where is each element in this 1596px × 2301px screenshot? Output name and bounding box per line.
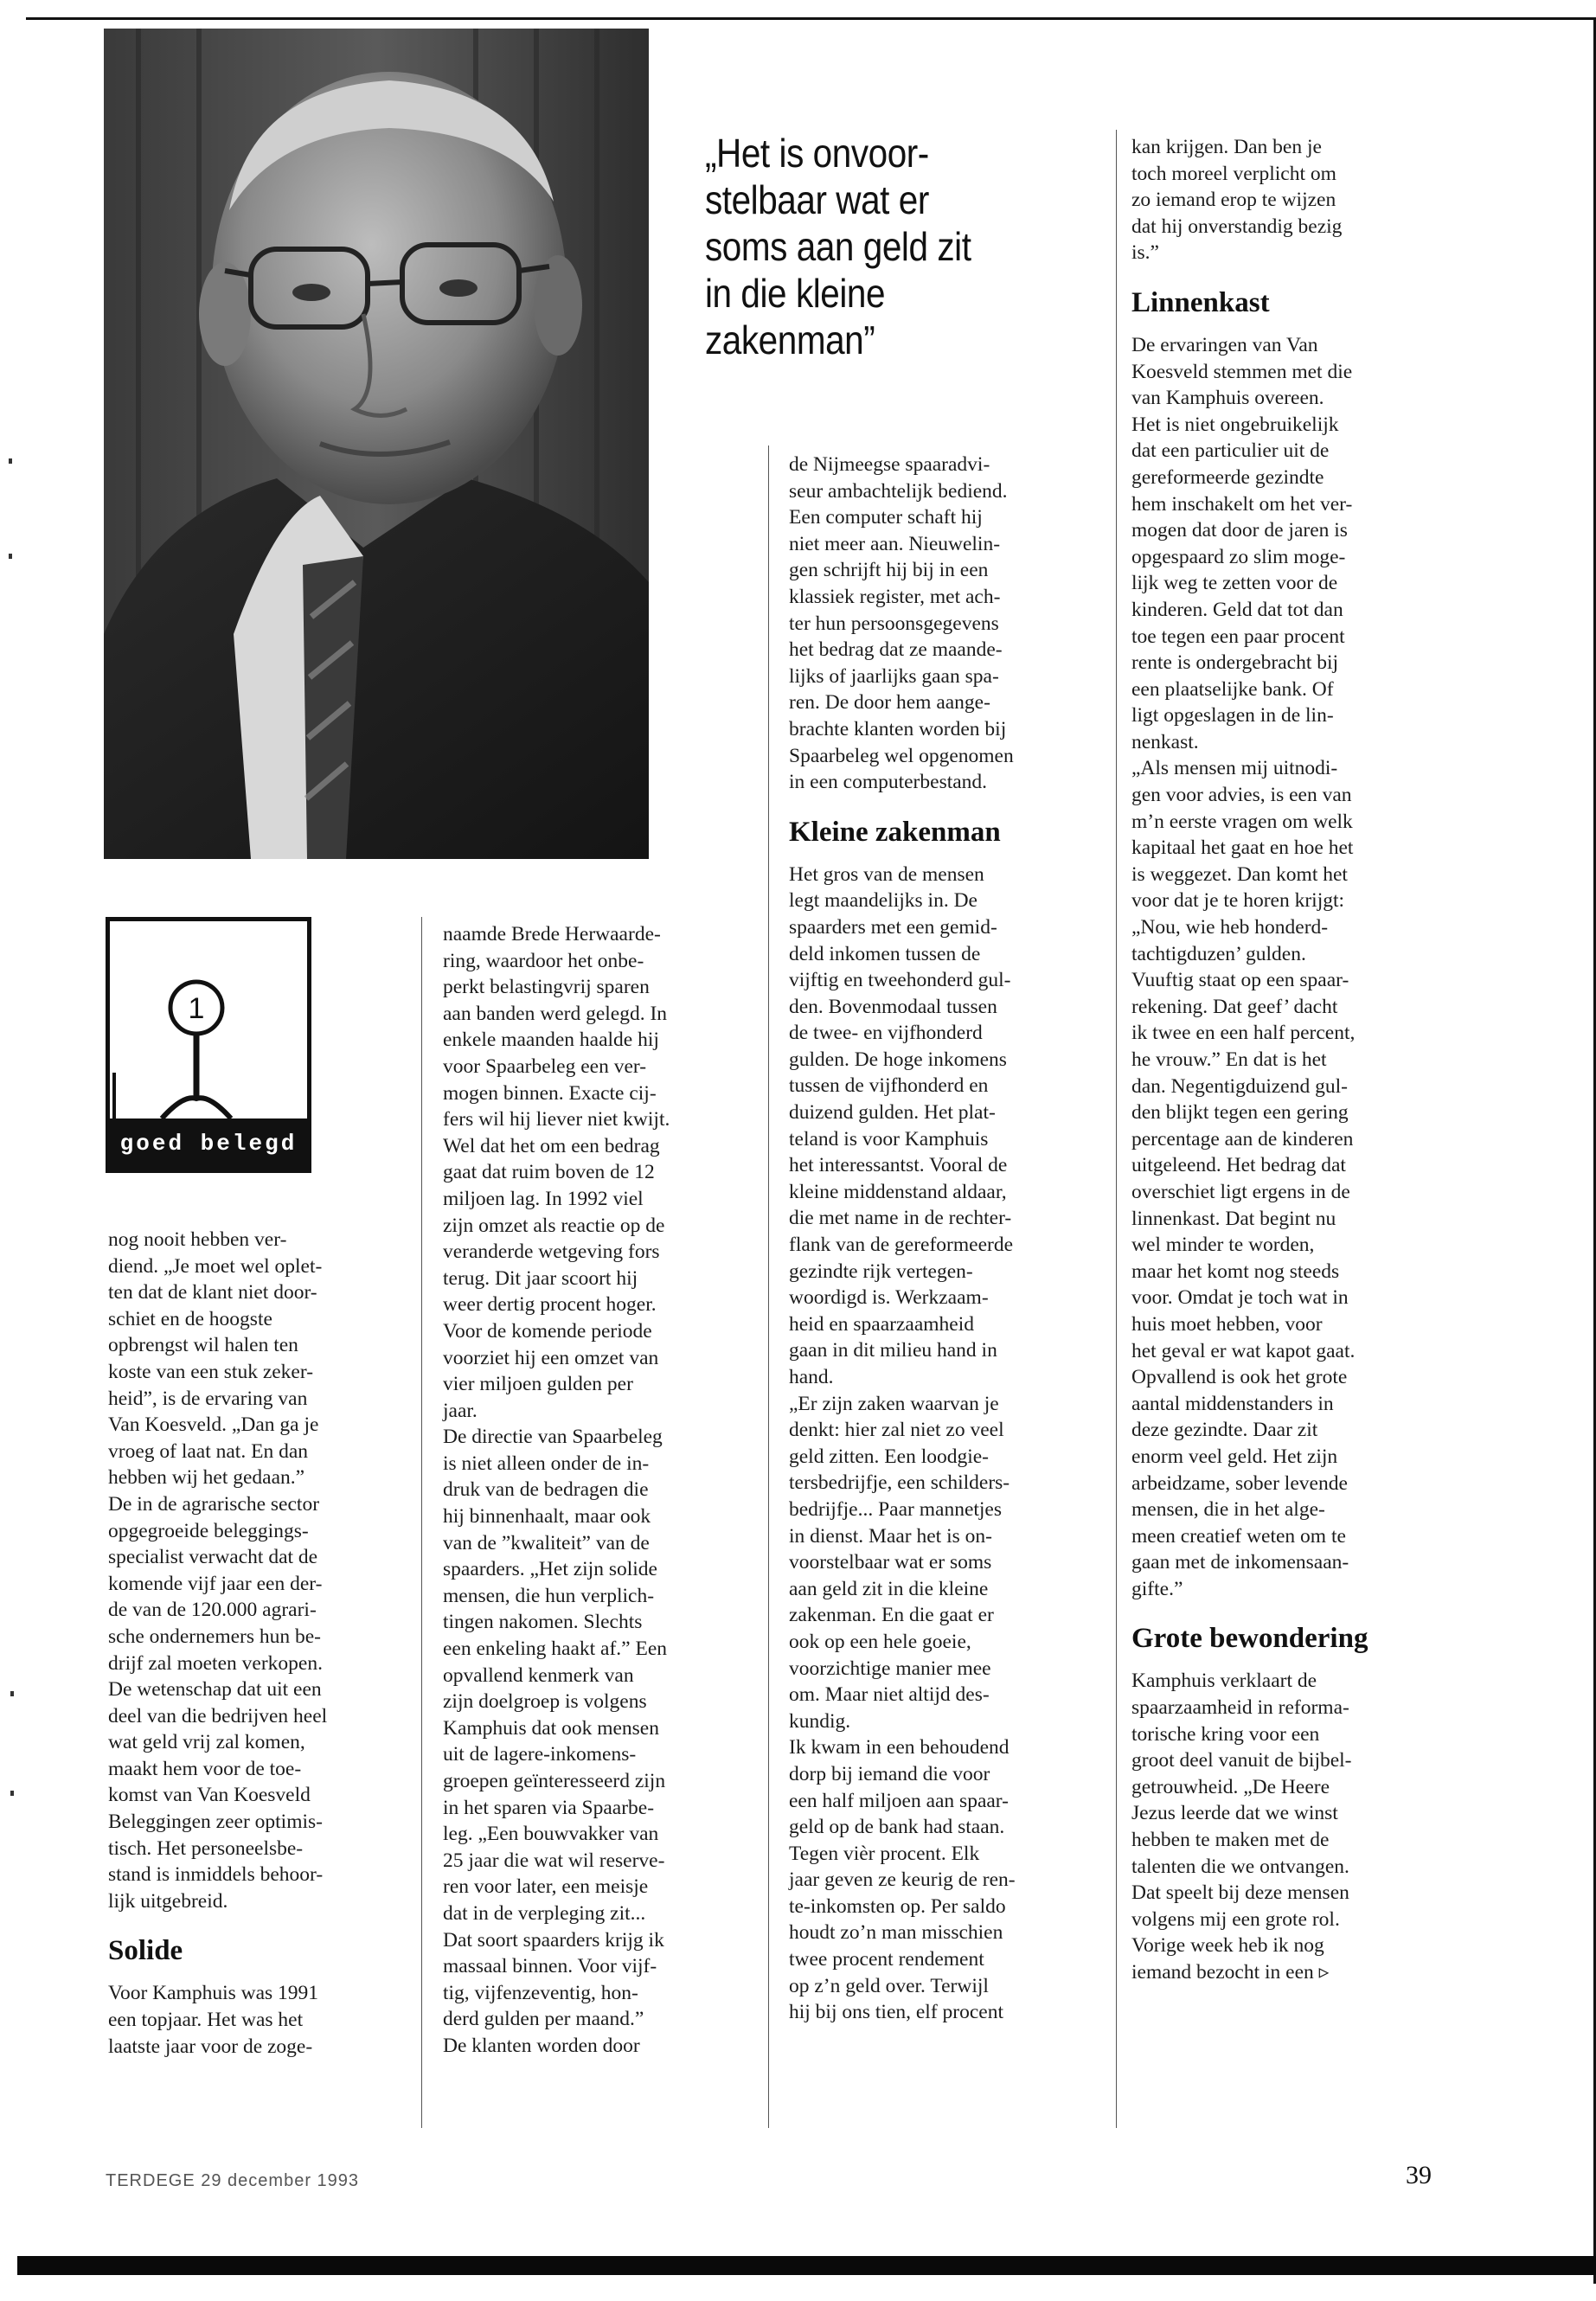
column-1-paragraph: nog nooit hebben ver- diend. „Je moet wel oplet- ten dat de klant niet door- schiet en de hoogste opbrengst wil halen ten koste van een stuk zeker- heid”, is de ervaring van Van Koesveld. „Dan ga je vroeg of laat nat. En dan hebben wij het gedaan.” De in de agrarische sector opgegroeide beleggings- specialist verwacht dat de komende vijf jaar een der- de van de 120.000 agrari- sche ondernemers hun be- drijf zal moeten verkopen. De wetenschap dat uit een deel van die bedrijven heel wat geld vrij zal komen, maakt hem voor de toe- komst van Van Koesveld Beleggingen zeer optimis- tisch. Het personeelsbe- stand is inmiddels behoor- lijk uitgebreid. [108,1228,328,1913]
pull-quote [705,130,1040,363]
column-rule-3 [1116,130,1117,2128]
margin-speck [10,1791,14,1796]
margin-speck [10,1691,14,1696]
column-2-paragraph: naamde Brede Herwaarde- ring, waardoor het onbe- perkt belastingvrij sparen aan banden werd gelegd. In enkele maanden haalde hij voor Spaarbeleg een ver- mogen binnen. Exacte cij- fers wil hij liever niet kwijt. Wel dat het om een bedrag gaat dat ruim boven de 12 miljoen lag. In 1992 viel zijn omzet als reactie op de veranderde wetgeving fors terug. Dit jaar scoort hij weer dertig procent hoger. Voor de komende periode voorziet hij een omzet van vier miljoen gulden per jaar. De directie van Spaarbeleg is niet alleen onder de in- druk van de bedragen die hij binnenhaalt, maar ook van de ”kwaliteit” van de spaarders. „Het zijn solide mensen, die hun verplich- tingen nakomen. Slechts een enkeling haakt af.” Een opvallend kenmerk van zijn doelgroep is volgens Kamphuis dat ook mensen uit de lagere-inkomens- groepen geïnteresseerd zijn in het sparen via Spaarbe- leg. „Een bouwvakker van 25 jaar die wat wil reserve- ren voor later, een meisje dat in de verpleging zit... Dat soort spaarders krijg ik massaal binnen. Voor vijf- tig, vijfenzeventig, hon- derd gulden per maand.” De klanten worden door [443,923,670,2057]
portrait-photo [104,29,649,859]
publication-footer: TERDEGE 29 december 1993 [106,2171,360,2190]
column-4 [1131,134,1452,1986]
column-2 [443,921,759,2060]
column-3-paragraph-2: Het gros van de mensen legt maandelijks in. De spaarders met een gemid- deld inkomen tussen de vijftig en tweehonderd gul- den. Bovenmodaal tussen de twee- en vijfhonderd gulden. De hoge inkomens tussen de vijfhonderd en duizend gulden. Het plat- teland is voor Kamphuis het interessantst. Vooral de kleine middenstand aldaar, die met name in de rechter- flank van de gereformeerde gezindte rijk vertegen- woordigd is. Werkzaam- heid en spaarzaamheid gaan in dit milieu hand in hand. „Er zijn zaken waarvan je denkt: hier zal niet zo veel geld zitten. Een loodgie- tersbedrijfje, een schilders- bedrijfje... Paar mannetjes in dienst. Maar het is on- voorstelbaar wat er soms aan geld zit in die kleine zakenman. En die gaat er ook op een hele goeie, voorzichtige manier mee om. Maar niet altijd des- kundig. Ik kwam in een behoudend dorp bij iemand die voor een half miljoen aan spaar- geld op de bank had staan. Tegen vièr procent. Elk jaar geven ze keurig de ren- te-inkomsten op. Per saldo houdt zo’n man misschien twee procent rendement op z’n geld over. Terwijl hij bij ons tien, elf procent [789,862,1016,2024]
margin-speck [9,458,12,464]
column-3 [789,452,1109,2026]
logo-number: 1 [188,992,205,1025]
logo-label: goed belegd [110,1118,307,1169]
column-4-paragraph: kan krijgen. Dan ben je toch moreel verplicht om zo iemand erop te wijzen dat hij onverstandig bezig is.” [1131,136,1343,265]
pull-quote-text: „Het is onvoor- stelbaar wat er soms aan geld zit in die kleine zakenman” [705,131,971,362]
column-1 [108,1227,411,2060]
bottom-bar [17,2256,1596,2275]
margin-speck [9,554,12,559]
column-4-paragraph-3: Kamphuis verklaart de spaarzaamheid in reforma- torische kring voor een groot deel vanuit de bijbel- getrouwheid. „De Heere Jezus leerde dat we winst hebben te maken met de talenten die we ontvangen. Dat speelt bij deze mensen volgens mij een grote rol. Vorige week heb ik nog iemand bezocht in een ▹ [1131,1670,1352,1984]
page-number: 39 [1406,2161,1432,2189]
heading-solide: Solide [108,1935,183,1967]
column-3-paragraph: de Nijmeegse spaaradvi- seur ambachtelijk bediend. Een computer schaft hij niet meer aan. Nieuwelin- gen schrijft hij bij in een klassiek register, met ach- ter hun persoonsgegevens het bedrag dat ze maande- lijks of jaarlijks gaan spa- ren. De door hem aange- brachte klanten worden bij Spaarbeleg wel opgenomen in een computerbestand. [789,453,1014,794]
portrait-illustration [104,29,649,859]
heading-linnenkast: Linnenkast [1131,286,1270,318]
tree-icon [110,921,307,1120]
column-rule-1 [421,917,422,2128]
goed-belegd-logo [106,917,311,1173]
column-4-paragraph-2: De ervaringen van Van Koesveld stemmen met die van Kamphuis overeen. Het is niet ongebruikelijk dat een particulier uit de gereformeerde gezindte hem inschakelt om het ver- mogen dat door de jaren is opgespaard zo slim moge- lijk weg te zetten voor de kinderen. Geld dat tot dan toe tegen een paar procent rente is ondergebracht bij een plaatselijke bank. Of ligt opgeslagen in de lin- nenkast. „Als mensen mij uitnodi- gen voor advies, is een van m’n eerste vragen om welk kapitaal het gaat en hoe het is weggezet. Dan komt het voor dat je te horen krijgt: „Nou, wie heb honderd- tachtigduzen’ gulden. Vuuftig staat op een spaar- rekening. Dat geef’ dacht ik twee en een half percent, he vrouw.” En dat is het dan. Negentigduizend gul- den blijkt tegen een gering percentage aan de kinderen uitgeleend. Het bedrag dat overschiet ligt ergens in de linnenkast. Dat begint nu wel minder te worden, maar het komt nog steeds voor. Omdat je toch wat in huis moet hebben, voor het geval er wat kapot gaat. Opvallend is ook het grote aantal middenstanders in deze gezindte. Daar zit enorm veel geld. Het zijn arbeidzame, sober levende mensen, die in het alge- meen creatief weten om te gaan met de inkomensaan- gifte.” [1131,333,1356,1600]
heading-kleine-zakenman: Kleine zakenman [789,816,1001,848]
column-1-paragraph-2: Voor Kamphuis was 1991 een topjaar. Het was het laatste jaar voor de zoge- [108,1982,319,2058]
heading-grote-bewondering: Grote bewondering [1131,1623,1368,1655]
column-rule-2 [768,445,769,2128]
